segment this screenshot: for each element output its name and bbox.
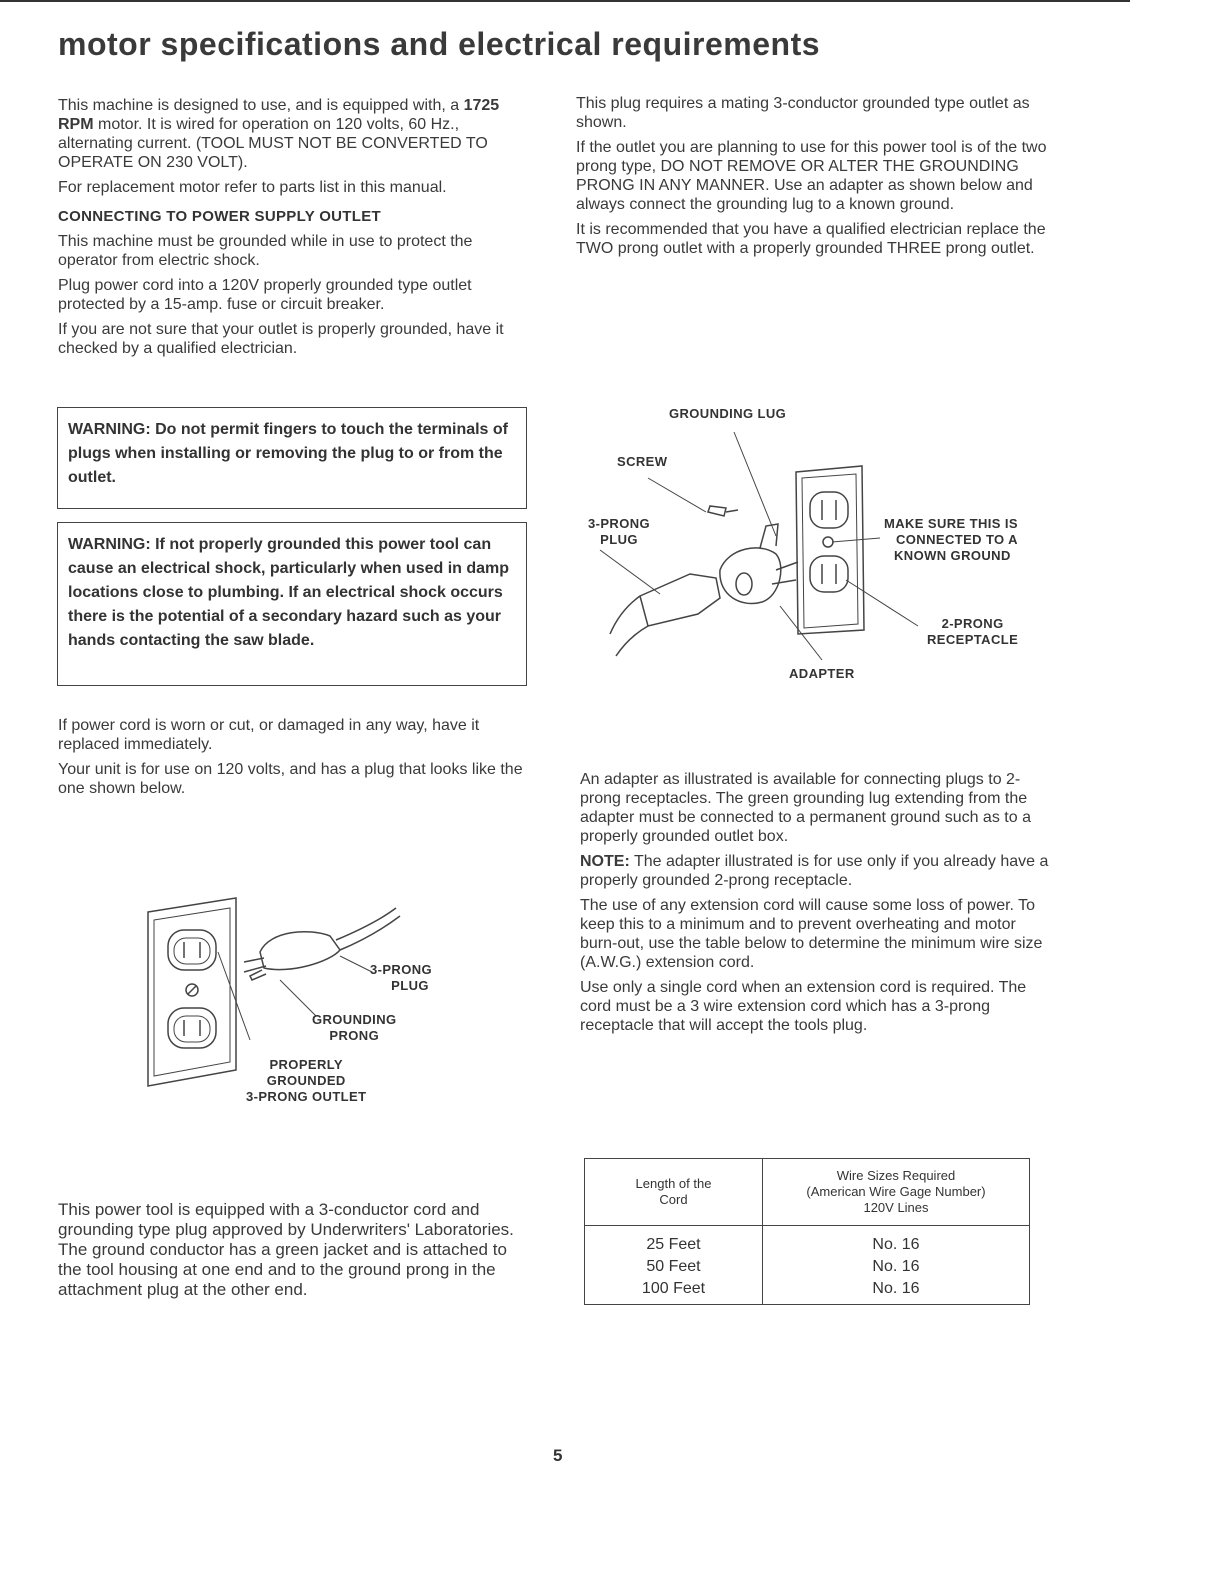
receptacle-bottom <box>810 556 848 592</box>
grounding-prong <box>250 970 266 980</box>
power-cord <box>336 908 400 950</box>
fig1-label-grounding-prong: GROUNDING PRONG <box>312 1012 397 1043</box>
plug-body <box>260 932 340 970</box>
fig2-label-make-sure: MAKE SURE THIS IS CONNECTED TO A KNOWN GROUND <box>884 516 1018 563</box>
left-column <box>58 96 528 364</box>
fig1-label-3prong-plug: 3-PRONG PLUG <box>370 962 433 993</box>
page-title: motor specifications and electrical requirements <box>58 26 821 62</box>
cell-length: 100 Feet <box>585 1278 763 1305</box>
fig1-label-grounded-outlet: PROPERLY GROUNDED 3-PRONG OUTLET <box>246 1057 367 1104</box>
plug-prong-2 <box>244 966 266 972</box>
fig2-label-3prong-plug: 3-PRONG PLUG <box>588 516 651 547</box>
warning-box-fingers: WARNING: Do not permit fingers to touch the terminals of plugs when installing or removing the plug to or from the outlet. <box>57 407 527 509</box>
note-paragraph: NOTE: The adapter illustrated is for use only if you already have a properly grounded 2-prong receptacle. <box>580 853 1049 889</box>
cell-size: No. 16 <box>763 1278 1030 1305</box>
cell-size: No. 16 <box>763 1226 1030 1257</box>
cord-section <box>58 716 528 804</box>
cell-size: No. 16 <box>763 1256 1030 1278</box>
cell-length: 25 Feet <box>585 1226 763 1257</box>
cell-length: 50 Feet <box>585 1256 763 1278</box>
rpm-value: 1725 RPM <box>58 97 500 133</box>
adapter-paragraph: An adapter as illustrated is available for connecting plugs to 2-prong receptacles. The green grounding lug extending from the adapter must be connected to a permanent ground such as to a properly grounded outlet box. <box>580 771 1031 845</box>
conductor-paragraph: This power tool is equipped with a 3-conductor cord and grounding type plug approved by Underwriters' Laboratories. The ground conductor has a green jacket and is attached to the tool housing at one end and to the ground prong in the attachment plug at the other end. <box>58 1200 514 1299</box>
adapter-body <box>720 548 781 604</box>
top-rule <box>0 0 1130 2</box>
two-prong-paragraph: If the outlet you are planning to use for this power tool is of the two prong type, DO NOT REMOVE OR ALTER THE GROUNDING PRONG IN ANY MANNER. Use an adapter as shown below and always connect the grounding lug to a known ground. <box>576 139 1047 213</box>
plug-3prong <box>640 574 720 626</box>
connecting-subheading: CONNECTING TO POWER SUPPLY OUTLET <box>58 208 381 225</box>
not-sure-paragraph: If you are not sure that your outlet is properly grounded, have it checked by a qualified electrician. <box>58 321 504 357</box>
fig2-label-adapter: ADAPTER <box>789 666 855 681</box>
recommended-paragraph: It is recommended that you have a qualified electrician replace the TWO prong outlet with a properly grounded THREE prong outlet. <box>576 221 1046 257</box>
receptacle-top <box>810 492 848 528</box>
single-cord-paragraph: Use only a single cord when an extension cord is required. The cord must be a 3 wire extension cord which has a 3-prong receptacle that will accept the tools plug. <box>580 979 1027 1034</box>
plug-power-paragraph: Plug power cord into a 120V properly grounded type outlet protected by a 15-amp. fuse or circuit breaker. <box>58 277 472 313</box>
intro-paragraph: This machine is designed to use, and is equipped with, a 1725 RPM motor. It is wired for operation on 120 volts, 60 Hz., alternating current. (TOOL MUST NOT BE CONVERTED TO OPERATE ON 230 VOLT). <box>58 97 500 171</box>
plug-prong-1 <box>244 958 264 962</box>
screw-icon <box>708 506 738 516</box>
wire-size-table <box>584 1158 1030 1305</box>
col-header-wire-size: Wire Sizes Required (American Wire Gage Number) 120V Lines <box>763 1159 1030 1226</box>
note-label: NOTE: <box>580 853 630 870</box>
worn-cord-paragraph: If power cord is worn or cut, or damaged in any way, have it replaced immediately. <box>58 717 480 753</box>
table-row <box>585 1278 1030 1305</box>
fig2-label-screw: SCREW <box>617 454 668 469</box>
unit-paragraph: Your unit is for use on 120 volts, and has a plug that looks like the one shown below. <box>58 761 523 797</box>
warning-box-grounding: WARNING: If not properly grounded this power tool can cause an electrical shock, particularly when used in damp locations close to plumbing. If an electrical shock occurs there is the potential of a secondary hazard such as your hands contacting the saw blade. <box>57 522 527 686</box>
mating-paragraph: This plug requires a mating 3-conductor grounded type outlet as shown. <box>576 95 1030 131</box>
fig2-label-2prong-receptacle: 2-PRONG RECEPTACLE <box>927 616 1019 647</box>
replacement-paragraph: For replacement motor refer to parts list in this manual. <box>58 179 447 196</box>
table-row <box>585 1226 1030 1257</box>
extension-paragraph: The use of any extension cord will cause some loss of power. To keep this to a minimum and to prevent overheating and motor burn-out, use the table below to determine the minimum wire size (A.W.G.) extension cord. <box>580 897 1043 971</box>
right-column <box>576 94 1048 264</box>
wall-plate <box>148 898 236 1086</box>
grounded-paragraph: This machine must be grounded while in use to protect the operator from electric shock. <box>58 233 473 269</box>
table-row <box>585 1256 1030 1278</box>
col-header-length: Length of the Cord <box>585 1159 763 1226</box>
receptacle-plate <box>796 466 864 634</box>
fig2-label-grounding-lug: GROUNDING LUG <box>669 406 787 421</box>
table-header-row <box>585 1159 1030 1226</box>
wire-size-table-wrap <box>584 1158 1030 1318</box>
adapter-section <box>580 770 1050 1041</box>
page-number: 5 <box>553 1446 563 1465</box>
grounding-lug <box>760 524 778 548</box>
